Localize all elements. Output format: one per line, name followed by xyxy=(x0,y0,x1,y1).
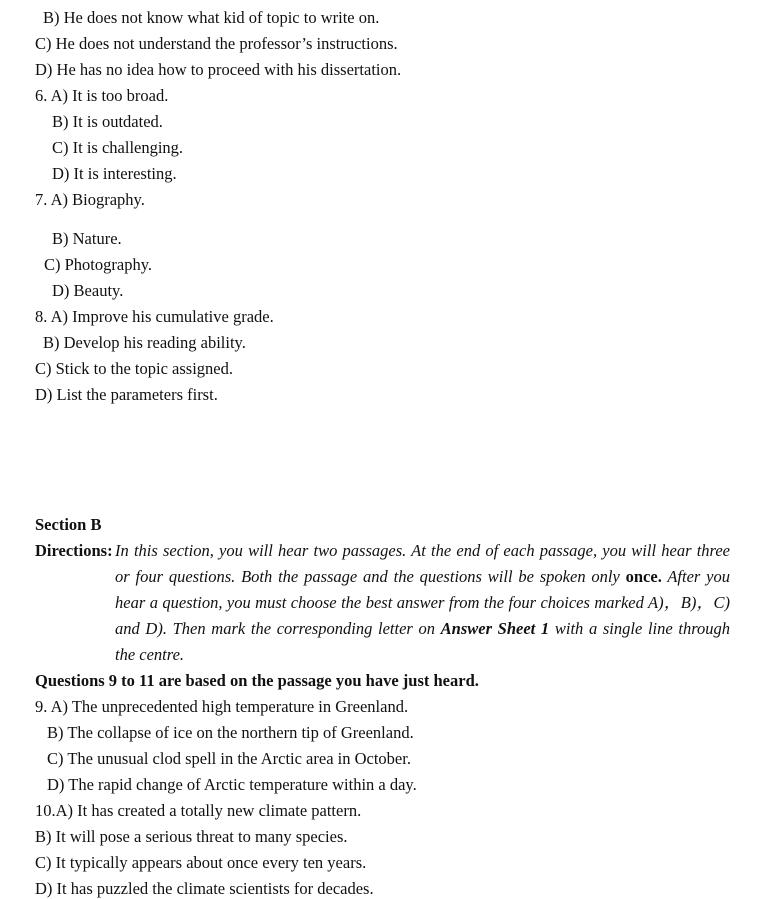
q6-option-c: C) It is challenging. xyxy=(52,138,184,157)
q10-option-a: 10.A) It has created a totally new climate pattern. xyxy=(35,801,362,820)
q9-option-c: C) The unusual clod spell in the Arctic area in October. xyxy=(47,749,411,768)
q5-option-c: C) He does not understand the professor’s instructions. xyxy=(35,34,398,53)
q7-option-b: B) Nature. xyxy=(52,229,122,248)
section-title: Section B xyxy=(35,515,102,534)
q10-option-d: D) It has puzzled the climate scientists for decades. xyxy=(35,879,374,898)
q6-option-a: 6. A) It is too broad. xyxy=(35,86,169,105)
q8-option-a: 8. A) Improve his cumulative grade. xyxy=(35,307,274,326)
directions-answer-sheet: Answer Sheet 1 xyxy=(440,619,550,638)
q9-option-b: B) The collapse of ice on the northern tip of Greenland. xyxy=(47,723,414,742)
q8-option-c: C) Stick to the topic assigned. xyxy=(35,359,233,378)
q5-option-b: B) He does not know what kid of topic to write on. xyxy=(43,8,380,27)
q9-option-d: D) The rapid change of Arctic temperature within a day. xyxy=(47,775,417,794)
q10-option-c: C) It typically appears about once every ten years. xyxy=(35,853,367,872)
q9-option-a: 9. A) The unprecedented high temperature in Greenland. xyxy=(35,697,409,716)
q8-option-d: D) List the parameters first. xyxy=(35,385,218,404)
directions-part1: In this section, you will hear two passages. At the end of each passage, you will hear three or four questions. Both the passage and the questions will be spoken only xyxy=(115,541,730,586)
q8-option-b: B) Develop his reading ability. xyxy=(43,333,246,352)
q7-option-d: D) Beauty. xyxy=(52,281,124,300)
directions-part3: with a single line through the centre. xyxy=(115,619,730,664)
directions-once: once. xyxy=(625,567,662,586)
directions-label: Directions: xyxy=(35,541,113,560)
q7-option-a: 7. A) Biography. xyxy=(35,190,145,209)
q5-option-d: D) He has no idea how to proceed with his dissertation. xyxy=(35,60,402,79)
directions-text xyxy=(115,538,730,668)
directions-part2: After you hear a question, you must choose the best answer from the four choices marked A)，B)，C) and D). Then mark the corresponding letter on xyxy=(115,567,730,638)
q6-option-b: B) It is outdated. xyxy=(52,112,163,131)
questions-header: Questions 9 to 11 are based on the passage you have just heard. xyxy=(35,671,479,690)
q7-option-c: C) Photography. xyxy=(44,255,153,274)
q10-option-b: B) It will pose a serious threat to many species. xyxy=(35,827,348,846)
q6-option-d: D) It is interesting. xyxy=(52,164,177,183)
